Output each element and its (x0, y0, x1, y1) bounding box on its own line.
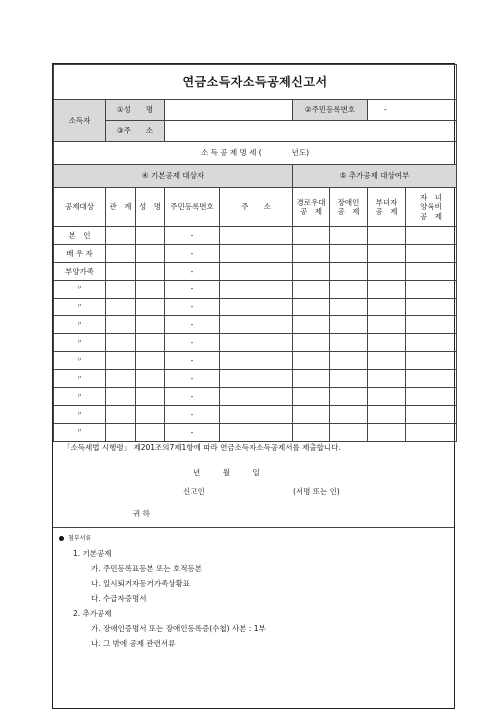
row-name[interactable] (136, 280, 165, 298)
row-elderly[interactable] (293, 316, 330, 334)
row-elderly[interactable] (293, 244, 330, 262)
deduction-row (54, 352, 457, 370)
row-childcare[interactable] (406, 352, 457, 370)
row-disabled[interactable] (330, 280, 368, 298)
bullet-icon (59, 536, 64, 541)
row-childcare[interactable] (406, 334, 457, 352)
row-name[interactable] (136, 352, 165, 370)
name-field[interactable] (165, 100, 293, 121)
rrn-label: ②주민등록번호 (293, 100, 368, 121)
address-label: ③주 소 (106, 121, 165, 142)
declaration-statement: 「소득세법 시행령」 제201조의7제1항에 따라 연금소득자소득공제서를 제출합니다. (63, 443, 341, 452)
attachments-heading: 첨부서류 (68, 535, 92, 542)
applicant-label: 소득자 (54, 100, 106, 142)
row-target: 〃 (54, 280, 106, 298)
row-relation[interactable] (106, 316, 136, 334)
row-rrn[interactable]: - (165, 405, 220, 423)
row-relation[interactable] (106, 298, 136, 316)
row-childcare[interactable] (406, 298, 457, 316)
deduction-row (54, 334, 457, 352)
addressee: 귀 하 (133, 509, 150, 518)
row-target: 〃 (54, 316, 106, 334)
row-address[interactable] (220, 370, 293, 388)
row-elderly[interactable] (293, 388, 330, 406)
row-rrn[interactable]: - (165, 244, 220, 262)
row-female-head[interactable] (368, 316, 406, 334)
col-rrn: 주민등록번호 (165, 188, 220, 227)
col-elderly: 경로우대 공 제 (293, 188, 330, 227)
attachment-item: 다. 수급자증명서 (91, 594, 147, 603)
row-female-head[interactable] (368, 227, 406, 245)
row-address[interactable] (220, 405, 293, 423)
row-female-head[interactable] (368, 262, 406, 280)
row-target: 〃 (54, 334, 106, 352)
row-rrn[interactable]: - (165, 262, 220, 280)
row-address[interactable] (220, 298, 293, 316)
deduction-row (54, 370, 457, 388)
extra-section-header: ⑤ 추가공제 대상여부 (293, 165, 457, 188)
row-female-head[interactable] (368, 334, 406, 352)
row-relation[interactable] (106, 244, 136, 262)
signature-field[interactable]: (서명 또는 인) (293, 487, 340, 496)
row-address[interactable] (220, 316, 293, 334)
row-relation[interactable] (106, 352, 136, 370)
col-relation: 관 계 (106, 188, 136, 227)
row-address[interactable] (220, 262, 293, 280)
row-elderly[interactable] (293, 227, 330, 245)
row-childcare[interactable] (406, 262, 457, 280)
row-rrn[interactable]: - (165, 370, 220, 388)
attachment-item: 가. 장애인증명서 또는 장애인등록증(수첩) 사본 : 1부 (91, 624, 266, 633)
row-rrn[interactable]: - (165, 423, 220, 441)
rrn-field[interactable] (368, 100, 457, 121)
attachment-item: 가. 주민등록표등본 또는 호적등본 (91, 564, 202, 573)
row-name[interactable] (136, 316, 165, 334)
deduction-row (54, 227, 457, 245)
row-childcare[interactable] (406, 227, 457, 245)
row-relation[interactable] (106, 334, 136, 352)
col-disabled: 장애인 공 제 (330, 188, 368, 227)
row-elderly[interactable] (293, 298, 330, 316)
form-title: 연금소득자소득공제신고서 (54, 65, 457, 100)
row-childcare[interactable] (406, 388, 457, 406)
row-rrn[interactable]: - (165, 280, 220, 298)
attachment-item: 나. 일시퇴거자동거가족상황표 (91, 579, 190, 588)
row-name[interactable] (136, 388, 165, 406)
deduction-row (54, 262, 457, 280)
applicant-sign-label: 신고인 (183, 487, 205, 496)
row-relation[interactable] (106, 405, 136, 423)
row-name[interactable] (136, 370, 165, 388)
row-elderly[interactable] (293, 352, 330, 370)
row-female-head[interactable] (368, 405, 406, 423)
row-childcare[interactable] (406, 405, 457, 423)
row-female-head[interactable] (368, 244, 406, 262)
row-target: 〃 (54, 423, 106, 441)
detail-heading: 소 득 공 제 명 세 ( 년도) (54, 142, 457, 165)
form-table (53, 64, 457, 442)
declaration-date: 년 월 일 (193, 468, 260, 477)
deduction-row (54, 316, 457, 334)
row-childcare[interactable] (406, 370, 457, 388)
row-name[interactable] (136, 405, 165, 423)
row-relation[interactable] (106, 388, 136, 406)
row-target: 〃 (54, 405, 106, 423)
row-rrn[interactable]: - (165, 352, 220, 370)
row-disabled[interactable] (330, 405, 368, 423)
row-target: 부양가족 (54, 262, 106, 280)
row-rrn[interactable]: - (165, 334, 220, 352)
row-elderly[interactable] (293, 370, 330, 388)
deduction-row (54, 388, 457, 406)
row-elderly[interactable] (293, 262, 330, 280)
row-address[interactable] (220, 388, 293, 406)
deduction-row (54, 280, 457, 298)
deduction-row (54, 298, 457, 316)
row-disabled[interactable] (330, 244, 368, 262)
col-target: 공제대상 (54, 188, 106, 227)
deduction-report-form (52, 63, 455, 709)
row-target: 〃 (54, 370, 106, 388)
attachment-item: 2. 추가공제 (73, 609, 112, 618)
row-female-head[interactable] (368, 388, 406, 406)
row-target: 〃 (54, 352, 106, 370)
row-target: 본 인 (54, 227, 106, 245)
row-name[interactable] (136, 298, 165, 316)
row-name[interactable] (136, 227, 165, 245)
col-female-head: 부녀자 공 제 (368, 188, 406, 227)
row-address[interactable] (220, 280, 293, 298)
row-disabled[interactable] (330, 298, 368, 316)
deduction-rows (54, 227, 457, 442)
col-address: 주 소 (220, 188, 293, 227)
row-female-head[interactable] (368, 298, 406, 316)
row-disabled[interactable] (330, 352, 368, 370)
row-disabled[interactable] (330, 388, 368, 406)
row-target: 〃 (54, 388, 106, 406)
row-relation[interactable] (106, 280, 136, 298)
row-relation[interactable] (106, 262, 136, 280)
row-female-head[interactable] (368, 370, 406, 388)
row-elderly[interactable] (293, 334, 330, 352)
col-name: 성 명 (136, 188, 165, 227)
row-relation[interactable] (106, 227, 136, 245)
row-address[interactable] (220, 227, 293, 245)
row-childcare[interactable] (406, 316, 457, 334)
deduction-row (54, 244, 457, 262)
row-name[interactable] (136, 334, 165, 352)
row-elderly[interactable] (293, 405, 330, 423)
row-name[interactable] (136, 262, 165, 280)
col-childcare: 자 녀 양육비 공 제 (406, 188, 457, 227)
row-disabled[interactable] (330, 334, 368, 352)
basic-section-header: ④ 기본공제 대상자 (54, 165, 293, 188)
row-rrn[interactable]: - (165, 227, 220, 245)
row-name[interactable] (136, 244, 165, 262)
row-disabled[interactable] (330, 227, 368, 245)
row-childcare[interactable] (406, 280, 457, 298)
row-disabled[interactable] (330, 262, 368, 280)
name-label: ①성 명 (106, 100, 165, 121)
row-address[interactable] (220, 244, 293, 262)
deduction-row (54, 405, 457, 423)
row-relation[interactable] (106, 370, 136, 388)
row-address[interactable] (220, 334, 293, 352)
row-disabled[interactable] (330, 370, 368, 388)
row-rrn[interactable]: - (165, 388, 220, 406)
row-rrn[interactable]: - (165, 298, 220, 316)
row-female-head[interactable] (368, 352, 406, 370)
declaration-section (53, 436, 454, 528)
row-target: 배 우 자 (54, 244, 106, 262)
attachment-item: 1. 기본공제 (73, 549, 112, 558)
row-rrn[interactable]: - (165, 316, 220, 334)
row-target: 〃 (54, 298, 106, 316)
row-female-head[interactable] (368, 280, 406, 298)
row-childcare[interactable] (406, 244, 457, 262)
row-elderly[interactable] (293, 280, 330, 298)
attachment-item: 나. 그 밖에 공제 관련서류 (91, 639, 176, 648)
address-field[interactable] (165, 121, 457, 142)
row-disabled[interactable] (330, 316, 368, 334)
row-address[interactable] (220, 352, 293, 370)
rrn-dash: - (384, 105, 387, 115)
